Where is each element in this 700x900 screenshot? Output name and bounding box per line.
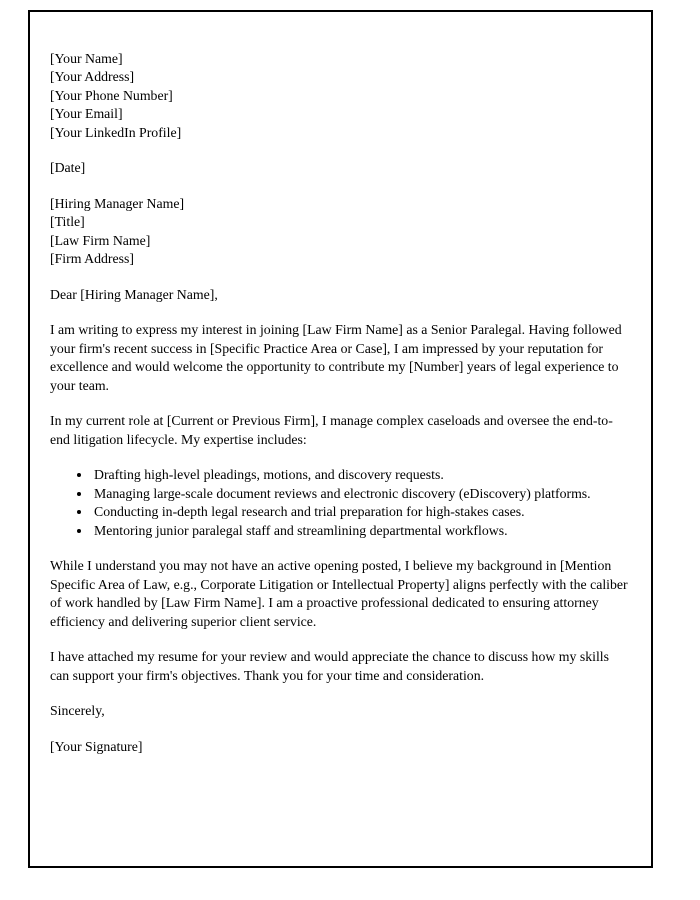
sender-block (50, 50, 629, 142)
paragraph-resume: I have attached my resume for your review and would appreciate the chance to discuss how my skills can support your firm's objectives. Thank you for your time and consideration. (50, 649, 609, 683)
recipient-title: [Title] (50, 214, 85, 230)
list-item: • Mentoring junior paralegal staff and streamlining departmental workflows. (92, 522, 629, 540)
recipient-address: [Firm Address] (50, 251, 134, 267)
sender-linkedin: [Your LinkedIn Profile] (50, 124, 182, 140)
recipient-firm: [Law Firm Name] (50, 232, 151, 248)
recipient-name: [Hiring Manager Name] (50, 195, 185, 211)
date-block (50, 159, 629, 177)
paragraph-intro: I am writing to express my interest in joining [Law Firm Name] as a Senior Paralegal. Having followed your firm's recent success in [Specific Practice Area or Case], I am impressed by your reputation for excellence and would welcome the opportunity to contribute my [Number] years of legal experience to your team. (50, 322, 622, 393)
sender-address: [Your Address] (50, 69, 135, 85)
sender-phone: [Your Phone Number] (50, 87, 173, 103)
closing: Sincerely, (50, 703, 105, 719)
date-line: [Date] (50, 160, 86, 176)
letter-page (28, 10, 653, 868)
list-item: • Managing large-scale document reviews and electronic discovery (eDiscovery) platforms. (92, 485, 629, 503)
signature: [Your Signature] (50, 738, 143, 754)
paragraph-current-role: In my current role at [Current or Previous Firm], I manage complex caseloads and oversee the end-to-end litigation lifecycle. My expertise includes: (50, 413, 613, 447)
list-item: • Drafting high-level pleadings, motions, and discovery requests. (92, 466, 629, 484)
recipient-block (50, 195, 629, 269)
paragraph-background: While I understand you may not have an active opening posted, I believe my background in [Mention Specific Area of Law, e.g., Corporate Litigation or Intellectual Property] aligns perfectly with the caliber of work handled by [Law Firm Name]. I am a proactive professional dedicated to ensuring attorney efficiency and delivering superior client service. (50, 558, 628, 629)
sender-email: [Your Email] (50, 106, 123, 122)
salutation: Dear [Hiring Manager Name], (50, 286, 218, 302)
list-item: • Conducting in-depth legal research and trial preparation for high-stakes cases. (92, 503, 629, 521)
expertise-list (50, 466, 629, 540)
sender-name: [Your Name] (50, 51, 123, 66)
